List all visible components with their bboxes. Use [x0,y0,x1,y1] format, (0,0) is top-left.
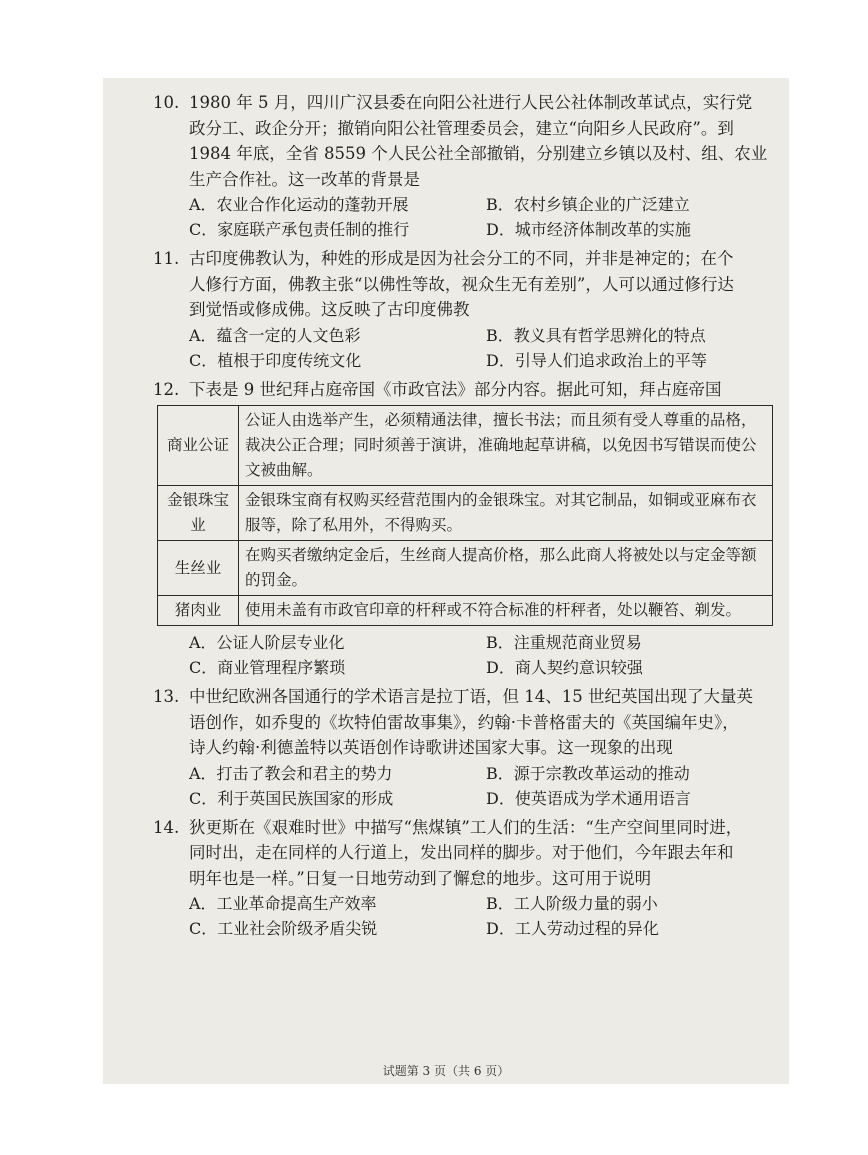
exam-content [153,90,783,945]
question-stem-line: 1984 年底，全省 8559 个人民公社全部撤销，分别建立乡镇以及村、组、农业 [189,144,768,163]
option-d: D．城市经济体制改革的实施 [486,220,691,239]
option-c: C．利于英国民族国家的形成 [189,788,394,808]
question-number: 13. [153,687,180,706]
question-stem-line: 语创作，如乔叟的《坎特伯雷故事集》，约翰·卡普格雷夫的《英国编年史》， [189,712,739,732]
question-number: 10. [153,93,180,112]
question-stem-line: 同时出，走在同样的人行道上，发出同样的脚步。对于他们，今年跟去年和 [189,843,734,862]
option-a: A．工业革命提高生产效率 [189,894,377,913]
question-stem-line: 下表是 9 世纪拜占庭帝国《市政官法》部分内容。据此可知，拜占庭帝国 [189,379,722,399]
table-cell-content: 公证人由选举产生，必须精通法律，擅长书法；而且须有受人尊重的品格，裁决公正合理；同时须善于演讲，准确地起草讲稿，以免因书写错误而使公文被曲解。 [239,406,773,486]
question-number: 12. [153,379,180,399]
table-cell-content: 使用未盖有市政官印章的杆秤或不符合标准的杆秤者，处以鞭笞、剃发。 [239,596,773,626]
option-d: D．工人劳动过程的异化 [486,919,659,938]
option-b: B．注重规范商业贸易 [486,633,642,652]
question-stem-line: 中世纪欧洲各国通行的学术语言是拉丁语，但 14、15 世纪英国出现了大量英 [189,687,753,706]
option-a: A．农业合作化运动的蓬勃开展 [189,195,409,214]
table-cell-category: 猪肉业 [158,596,239,626]
option-d: D．引导人们追求政治上的平等 [486,350,707,370]
question-stem-line: 诗人约翰·利德盖特以英语创作诗歌讲述国家大事。这一现象的出现 [189,738,673,757]
question-stem-line: 明年也是一样。”日复一日地劳动到了懈怠的地步。这可用于说明 [189,868,652,888]
question-number: 14. [153,817,180,837]
option-a: A．公证人阶层专业化 [189,633,345,652]
question-stem-line: 狄更斯在《艰难时世》中描写“焦煤镇”工人们的生活：“生产空间里同时进， [189,817,743,837]
option-d: D．商人契约意识较强 [486,658,643,677]
answer-options [153,323,783,373]
option-a: A．打击了教会和君主的势力 [189,763,393,783]
question-stem-line: 生产合作社。这一改革的背景是 [189,169,420,189]
answer-options [153,891,783,941]
table-cell-content: 金银珠宝商有权购买经营范围内的金银珠宝。对其它制品，如铜或亚麻布衣服等，除了私用外，不得购买。 [239,486,773,541]
table-cell-category: 生丝业 [158,541,239,596]
table-row [158,596,773,626]
option-c: C．工业社会阶级矛盾尖锐 [189,919,378,938]
option-b: B．源于宗教改革运动的推动 [486,763,690,783]
municipal-law-table [157,405,773,626]
option-b: B．农村乡镇企业的广泛建立 [486,195,690,214]
option-c: C．植根于印度传统文化 [189,350,362,370]
question-stem-line: 古印度佛教认为，种姓的形成是因为社会分工的不同，并非是神定的；在个 [189,249,734,268]
question-stem-line: 人修行方面，佛教主张“以佛性等故，视众生无有差别”，人可以通过修行达 [189,274,734,294]
table-cell-category: 金银珠宝业 [158,486,239,541]
table-row [158,406,773,486]
question-12 [153,377,783,681]
option-d: D．使英语成为学术通用语言 [486,788,691,808]
question-10 [153,90,783,242]
answer-options [153,761,783,811]
question-number: 11. [153,249,180,268]
question-stem-line: 1980 年 5 月，四川广汉县委在向阳公社进行人民公社体制改革试点，实行党 [189,93,753,112]
option-c: C．家庭联产承包责任制的推行 [189,220,410,239]
table-cell-content: 在购买者缴纳定金后，生丝商人提高价格，那么此商人将被处以与定金等额的罚金。 [239,541,773,596]
option-c: C．商业管理程序繁琐 [189,658,346,677]
question-stem-line: 政分工、政企分开；撤销向阳公社管理委员会，建立“向阳乡人民政府”。到 [189,118,734,138]
answer-options [153,630,783,680]
table-row [158,486,773,541]
question-14 [153,815,783,942]
question-13 [153,684,783,811]
option-a: A．蕴含一定的人文色彩 [189,325,361,345]
question-stem-line: 到觉悟或修成佛。这反映了古印度佛教 [189,300,470,319]
option-b: B．工人阶级力量的弱小 [486,894,658,913]
answer-options [153,192,783,242]
exam-page [103,78,789,1084]
page-footer: 试题第 3 页（共 6 页） [382,1064,510,1078]
option-b: B．教义具有哲学思辨化的特点 [486,325,706,345]
table-row [158,541,773,596]
question-11 [153,246,783,373]
table-cell-category: 商业公证 [158,406,239,486]
